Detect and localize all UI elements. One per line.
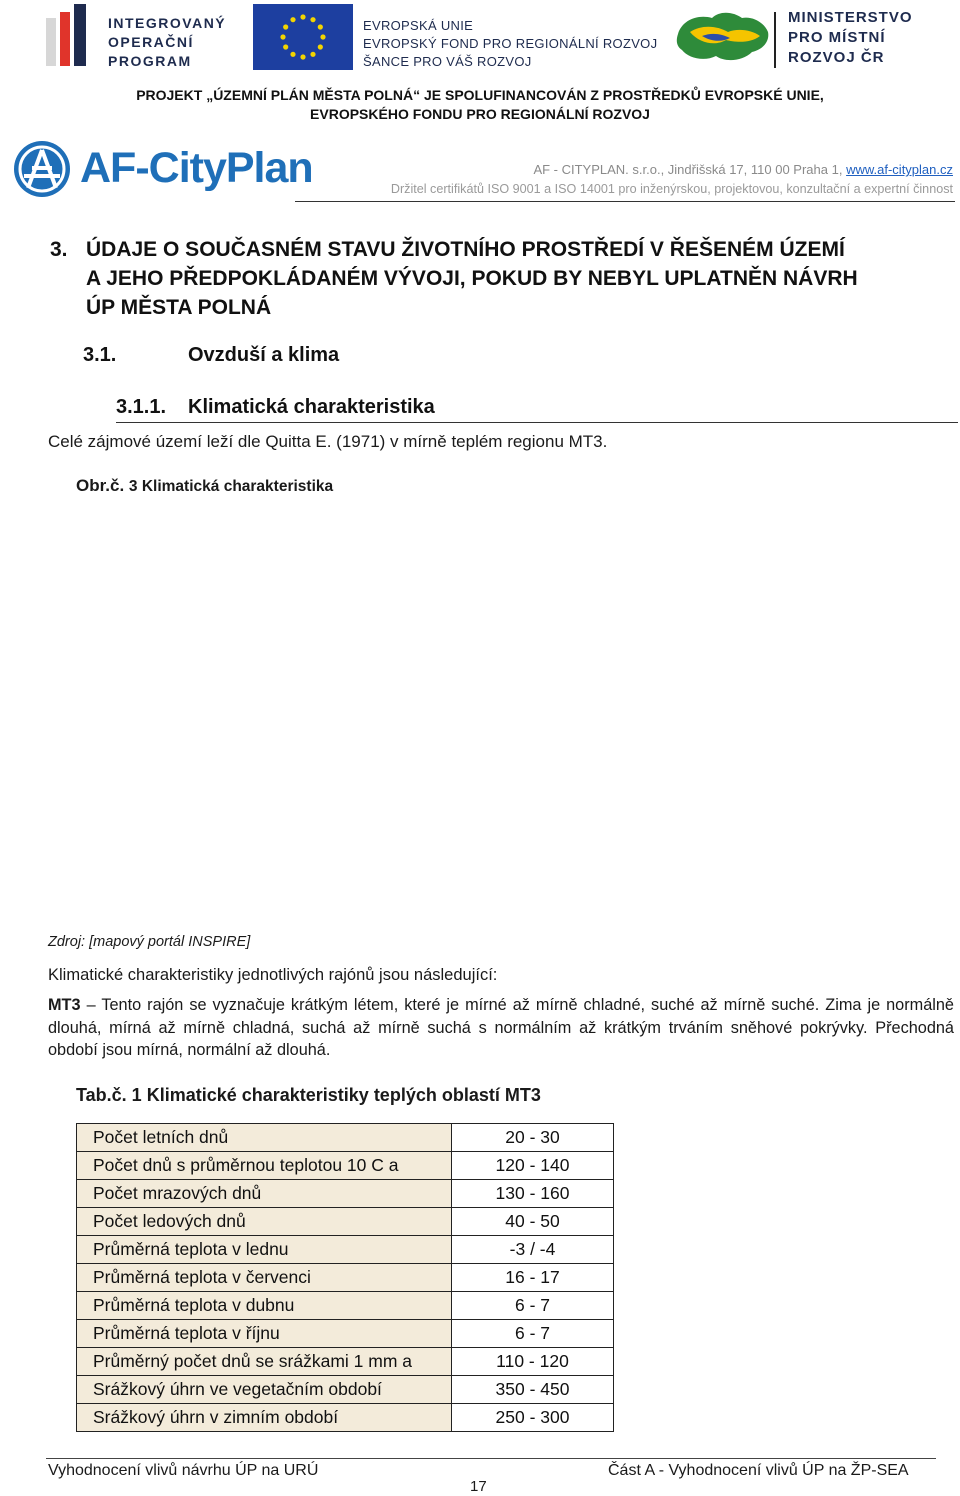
table-row [77, 1320, 614, 1348]
eu-star-icon [300, 14, 305, 19]
intro-paragraph: Celé zájmové území leží dle Quitta E. (1971) v mírně teplém regionu MT3. [48, 432, 608, 451]
project-line-2: EVROPSKÉHO FONDU PRO REGIONÁLNÍ ROZVOJ [310, 106, 650, 122]
eu-star-icon [283, 24, 288, 29]
table-cell-value: 110 - 120 [452, 1348, 614, 1376]
project-line-1: PROJEKT „ÚZEMNÍ PLÁN MĚSTA POLNÁ“ JE SPOLUFINANCOVÁN Z PROSTŘEDKŮ EVROPSKÉ UNIE, [136, 87, 824, 103]
footer-left: Vyhodnocení vlivů návrhu ÚP na URÚ [48, 1462, 319, 1479]
figure-caption [76, 476, 333, 496]
eu-star-icon [300, 54, 305, 59]
region-description [48, 994, 954, 1062]
table-row [77, 1180, 614, 1208]
company-address [533, 161, 953, 179]
iop-logo-text: INTEGROVANÝ OPERAČNÍ PROGRAM [108, 15, 227, 69]
project-statement [0, 86, 960, 124]
eu-star-icon [320, 34, 325, 39]
table-cell-label: Průměrná teplota v červenci [77, 1264, 452, 1292]
table-cell-value: 350 - 450 [452, 1376, 614, 1404]
table-cell-label: Srážkový úhrn ve vegetačním období [77, 1376, 452, 1404]
czech-republic-map-icon [672, 6, 772, 66]
eu-flag-icon [253, 4, 353, 70]
table-cell-value: -3 / -4 [452, 1236, 614, 1264]
certificate-note: Držitel certifikátů ISO 9001 a ISO 14001 pro inženýrskou, projektovou, konzultační a expertní činnost [390, 182, 953, 196]
figure-caption-text: 3 Klimatická charakteristika [128, 478, 334, 495]
eu-star-icon [310, 17, 315, 22]
section-heading [83, 344, 340, 367]
af-cityplan-logo-icon [12, 138, 72, 200]
table-cell-value: 40 - 50 [452, 1208, 614, 1236]
iop-logo-mark [46, 4, 102, 66]
table-row [77, 1404, 614, 1432]
table-cell-value: 16 - 17 [452, 1264, 614, 1292]
table-row [77, 1208, 614, 1236]
eu-star-icon [310, 52, 315, 57]
header-rule [295, 201, 955, 202]
region-text: – Tento rajón se vyznačuje krátkým létem, které je mírné až mírně chladné, suché až mírně suché. Zima je normálně dlouhá, mírná až mírně chladná, suchá až mírně suchá s normálním až krátkým trváním sněhové pokrývky. Přechodná období jsou mírná, normální až dlouhá. [48, 996, 954, 1059]
table-row [77, 1348, 614, 1376]
figure-source: Zdroj: [mapový portál INSPIRE] [48, 934, 251, 950]
mmr-logo-text: MINISTERSTVO PRO MÍSTNÍ ROZVOJ ČR [788, 9, 913, 66]
chapter-title-line-1: ÚDAJE O SOUČASNÉM STAVU ŽIVOTNÍHO PROSTŘEDÍ V ŘEŠENÉM ÚZEMÍ [86, 238, 845, 261]
table-cell-label: Srážkový úhrn v zimním období [77, 1404, 452, 1432]
table-row [77, 1292, 614, 1320]
chapter-number: 3. [50, 238, 68, 261]
af-cityplan-logo-text: AF-CityPlan [80, 144, 313, 192]
footer-rule [46, 1458, 936, 1459]
eu-logo-text: EVROPSKÁ UNIE EVROPSKÝ FOND PRO REGIONÁLNÍ ROZVOJ ŠANCE PRO VÁŠ ROZVOJ [363, 18, 658, 69]
eu-star-icon [283, 44, 288, 49]
subsection-number: 3.1.1. [116, 396, 167, 418]
table-cell-value: 250 - 300 [452, 1404, 614, 1432]
figure-caption-prefix: Obr.č. [76, 476, 125, 495]
chapter-title-line-2: A JEHO PŘEDPOKLÁDANÉM VÝVOJI, POKUD BY NEBYL UPLATNĚN NÁVRH [86, 267, 858, 290]
table-cell-label: Počet letních dnů [77, 1124, 452, 1152]
page-number: 17 [470, 1478, 487, 1495]
table-row [77, 1376, 614, 1404]
subsection-title: Klimatická charakteristika [188, 396, 435, 418]
eu-star-icon [290, 17, 295, 22]
table-row [77, 1236, 614, 1264]
table-cell-label: Průměrná teplota v říjnu [77, 1320, 452, 1348]
table-row [77, 1124, 614, 1152]
table-cell-value: 120 - 140 [452, 1152, 614, 1180]
company-website-link[interactable]: www.af-cityplan.cz [846, 162, 953, 177]
table-cell-label: Počet dnů s průměrnou teplotou 10 C a [77, 1152, 452, 1180]
table-cell-label: Počet ledových dnů [77, 1208, 452, 1236]
section-title: Ovzduší a klima [188, 344, 340, 366]
company-address-text: AF - CITYPLAN. s.r.o., Jindřišská 17, 110 00 Praha 1, [533, 162, 843, 177]
climate-table [76, 1123, 614, 1432]
table-row [77, 1264, 614, 1292]
table-cell-value: 6 - 7 [452, 1320, 614, 1348]
table-cell-value: 6 - 7 [452, 1292, 614, 1320]
lead-paragraph: Klimatické charakteristiky jednotlivých rajónů jsou následující: [48, 966, 498, 984]
table-cell-label: Průměrná teplota v lednu [77, 1236, 452, 1264]
mmr-divider [774, 12, 776, 68]
table-cell-value: 20 - 30 [452, 1124, 614, 1152]
eu-star-icon [290, 52, 295, 57]
eu-star-icon [318, 44, 323, 49]
eu-star-icon [280, 34, 285, 39]
table-row [77, 1152, 614, 1180]
subsection-rule [116, 422, 958, 423]
table-caption: Tab.č. 1 Klimatické charakteristiky teplých oblastí MT3 [76, 1085, 541, 1105]
table-cell-label: Počet mrazových dnů [77, 1180, 452, 1208]
table-cell-value: 130 - 160 [452, 1180, 614, 1208]
section-number: 3.1. [83, 344, 117, 366]
table-cell-label: Průměrný počet dnů se srážkami 1 mm a [77, 1348, 452, 1376]
subsection-heading [116, 396, 435, 419]
eu-star-icon [318, 24, 323, 29]
chapter-heading [50, 235, 960, 322]
footer-right: Část A - Vyhodnocení vlivů ÚP na ŽP-SEA [608, 1462, 909, 1479]
chapter-title-line-3: ÚP MĚSTA POLNÁ [86, 296, 272, 319]
region-code: MT3 [48, 996, 81, 1014]
table-cell-label: Průměrná teplota v dubnu [77, 1292, 452, 1320]
